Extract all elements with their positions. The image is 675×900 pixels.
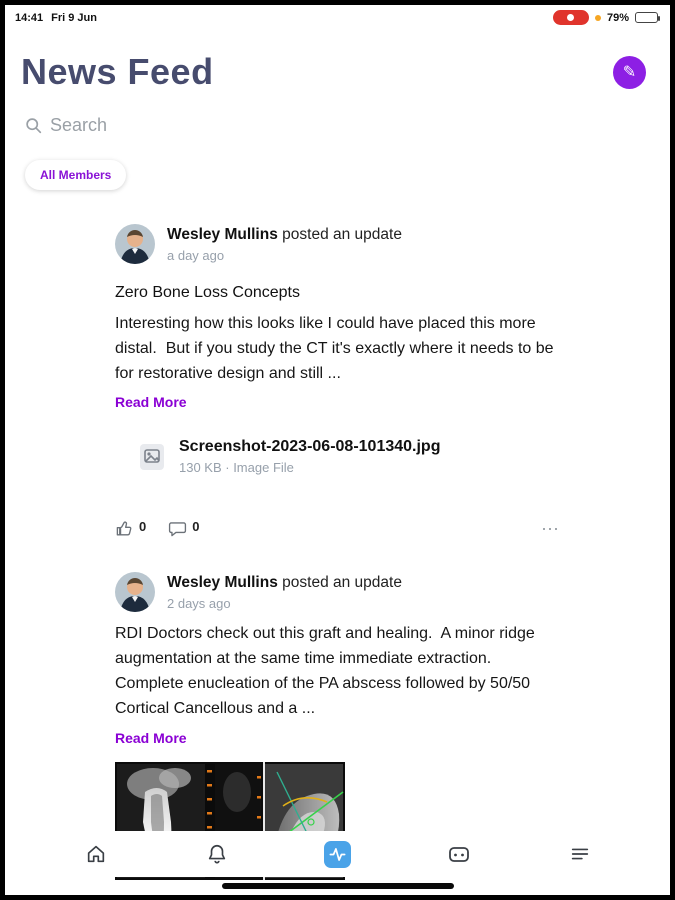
like-count: 0 bbox=[139, 519, 147, 535]
screen-recording-indicator[interactable] bbox=[553, 10, 589, 25]
bell-icon bbox=[206, 843, 228, 865]
avatar[interactable] bbox=[115, 224, 155, 264]
post-item bbox=[115, 224, 560, 538]
post-action: posted an update bbox=[277, 573, 402, 591]
status-time: 14:41 bbox=[15, 11, 44, 24]
record-dot-icon bbox=[567, 14, 574, 21]
compose-button[interactable] bbox=[613, 56, 646, 89]
comment-button[interactable] bbox=[168, 519, 199, 538]
search-bar[interactable] bbox=[25, 115, 670, 136]
battery-percent: 79% bbox=[606, 11, 629, 24]
post-action: posted an update bbox=[277, 225, 402, 243]
attachment-card[interactable] bbox=[137, 438, 560, 475]
thumbs-up-icon bbox=[115, 519, 134, 538]
filter-all-members[interactable]: All Members bbox=[25, 160, 126, 190]
tab-messages[interactable] bbox=[437, 834, 481, 874]
post-author[interactable]: Wesley Mullins bbox=[167, 573, 278, 591]
post-title: Zero Bone Loss Concepts bbox=[115, 284, 300, 301]
privacy-indicator-icon bbox=[595, 15, 601, 21]
post-meta bbox=[167, 574, 402, 611]
tab-activity-feed[interactable] bbox=[316, 834, 360, 874]
messages-icon bbox=[447, 842, 471, 866]
news-feed bbox=[115, 224, 560, 880]
avatar-photo bbox=[115, 572, 155, 612]
post-body: RDI Doctors check out this graft and healing. A minor ridge augmentation at the same time immediate extraction. Complete enucleation of the PA abscess followed by 50/50 Cortical Cancellous and a ... bbox=[115, 625, 540, 717]
activity-icon bbox=[324, 841, 351, 868]
image-file-icon bbox=[137, 442, 167, 472]
post-header bbox=[115, 224, 560, 264]
post-timestamp: 2 days ago bbox=[167, 595, 231, 611]
comment-count: 0 bbox=[192, 519, 200, 535]
attachment-filename: Screenshot-2023-06-08-101340.jpg bbox=[179, 438, 441, 456]
avatar[interactable] bbox=[115, 572, 155, 612]
status-date: Fri 9 Jun bbox=[51, 11, 97, 24]
home-indicator[interactable] bbox=[222, 883, 454, 889]
read-more-link[interactable]: Read More bbox=[115, 729, 187, 746]
attachment-info bbox=[179, 438, 440, 475]
post-options-button[interactable]: ⋯ bbox=[541, 518, 560, 539]
like-button[interactable] bbox=[115, 519, 146, 538]
page-title: News Feed bbox=[21, 51, 214, 92]
page-header bbox=[5, 27, 670, 93]
reaction-row bbox=[115, 519, 560, 538]
menu-icon bbox=[569, 843, 591, 865]
bottom-tab-bar bbox=[5, 831, 670, 877]
pencil-icon: ✎ bbox=[622, 64, 637, 81]
post-author[interactable]: Wesley Mullins bbox=[167, 225, 278, 243]
tab-notifications[interactable] bbox=[195, 834, 239, 874]
post-header bbox=[115, 572, 560, 612]
search-icon bbox=[25, 117, 42, 134]
post-timestamp: a day ago bbox=[167, 247, 225, 263]
tab-home[interactable] bbox=[74, 834, 118, 874]
status-bar bbox=[5, 5, 670, 27]
home-icon bbox=[85, 843, 107, 865]
post-body: Interesting how this looks like I could have placed this more distal. But if you study the CT it's exactly where it needs to be for restorative design and still ... bbox=[115, 315, 558, 382]
tab-menu[interactable] bbox=[558, 834, 602, 874]
read-more-link[interactable]: Read More bbox=[115, 394, 187, 411]
battery-icon bbox=[635, 12, 658, 23]
comment-icon bbox=[168, 519, 187, 538]
attachment-meta: 130 KB · Image File bbox=[179, 460, 294, 476]
post-meta bbox=[167, 226, 402, 263]
avatar-photo bbox=[115, 224, 155, 264]
search-input[interactable] bbox=[50, 115, 450, 136]
